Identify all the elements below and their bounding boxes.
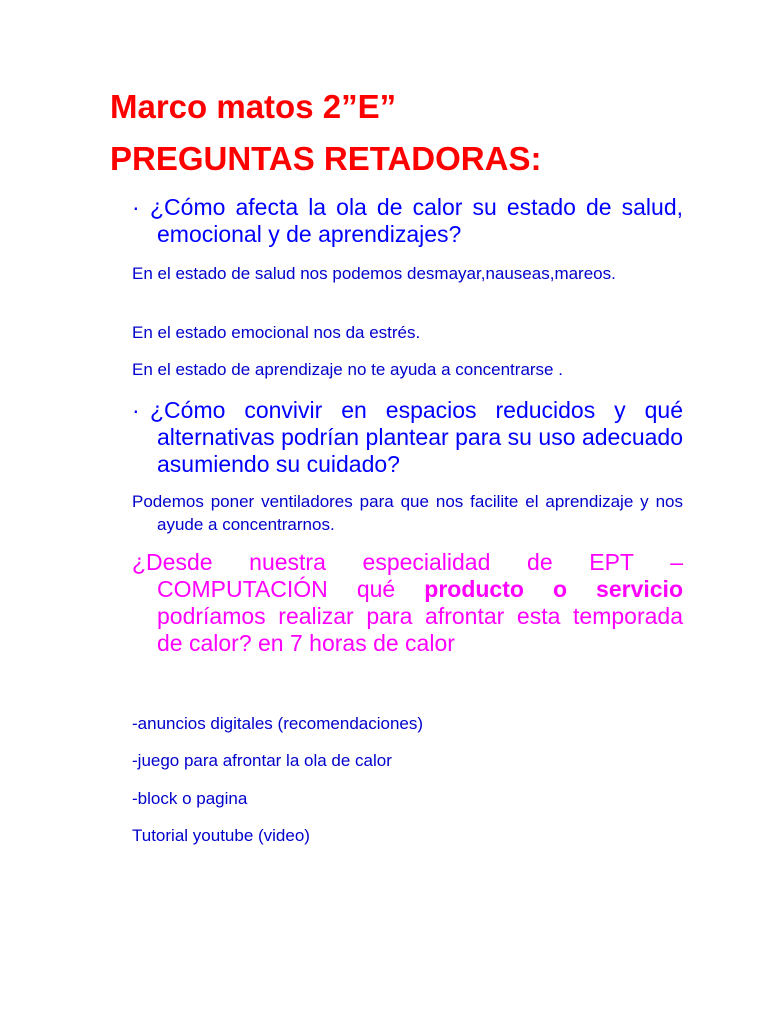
answer-emocional: En el estado emocional nos da estrés. — [132, 323, 421, 342]
question-3-text-start: ¿Desde nuestra especialidad de EPT – COMPUTACIÓN qué — [132, 549, 683, 602]
idea-item: Tutorial youtube (video) — [132, 826, 310, 845]
question-3-text-end: podríamos realizar para afrontar esta temporada de calor? en 7 horas de calor — [157, 603, 683, 656]
answer-aprendizaje: En el estado de aprendizaje no te ayuda a concentrarse . — [132, 360, 563, 379]
question-1-text: ¿Cómo afecta la ola de calor su estado de salud, emocional y de aprendizajes? — [150, 194, 683, 247]
bullet-icon: · — [132, 397, 140, 423]
author-heading: Marco matos 2”E” — [110, 88, 397, 125]
idea-item: -juego para afrontar la ola de calor — [132, 751, 392, 770]
bullet-icon: · — [132, 194, 140, 220]
page-title: PREGUNTAS RETADORAS: — [110, 140, 542, 177]
answer-espacios: Podemos poner ventiladores para que nos facilite el aprendizaje y nos ayude a concentrarnos. — [132, 492, 683, 534]
answer-salud: En el estado de salud nos podemos desmayar,nauseas,mareos. — [132, 264, 616, 283]
question-3-bold-phrase: producto o servicio — [424, 576, 683, 602]
question-1 — [132, 194, 683, 248]
question-2-text: ¿Cómo convivir en espacios reducidos y qué alternativas podrían plantear para su uso adecuado asumiendo su cuidado? — [150, 397, 683, 477]
idea-item: -block o pagina — [132, 789, 248, 808]
question-3 — [132, 549, 683, 657]
question-2 — [132, 397, 683, 478]
idea-item: -anuncios digitales (recomendaciones) — [132, 714, 424, 733]
